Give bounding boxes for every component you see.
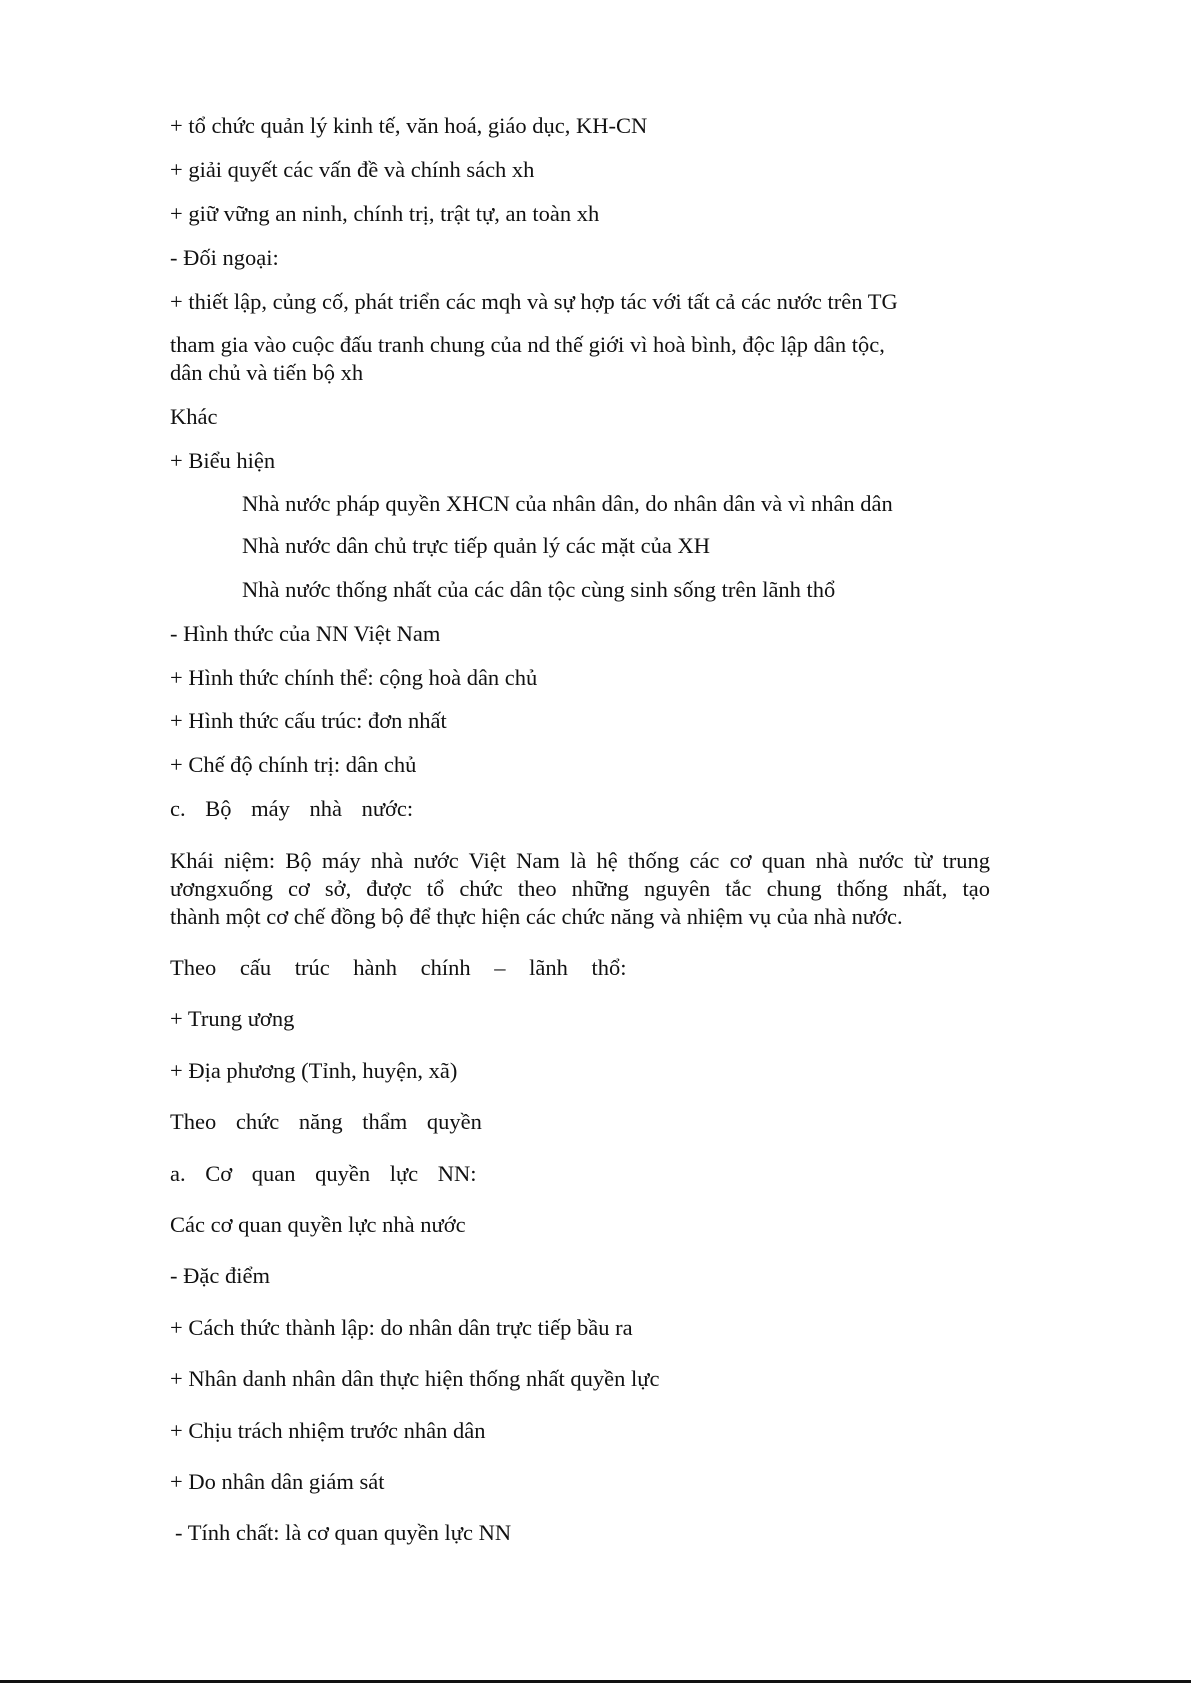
text-line: + Biểu hiện bbox=[170, 448, 276, 473]
text-line: Các cơ quan quyền lực nhà nước bbox=[170, 1212, 466, 1237]
page-bottom-rule bbox=[0, 1680, 1191, 1683]
text-line: + giữ vững an ninh, chính trị, trật tự, an toàn xh bbox=[170, 201, 600, 226]
text-line: - Tính chất: là cơ quan quyền lực NN bbox=[175, 1520, 512, 1545]
paragraph-line: Khái niệm: Bộ máy nhà nước Việt Nam là hệ thống các cơ quan nhà nước từ trung bbox=[170, 848, 990, 873]
text-line: Theo cấu trúc hành chính – lãnh thổ: bbox=[170, 955, 627, 980]
text-line: a. Cơ quan quyền lực NN: bbox=[170, 1161, 477, 1186]
paragraph-line: thành một cơ chế đồng bộ để thực hiện các chức năng và nhiệm vụ của nhà nước. bbox=[170, 904, 903, 929]
text-line: Nhà nước dân chủ trực tiếp quản lý các mặt của XH bbox=[242, 533, 710, 558]
text-line: - Hình thức của NN Việt Nam bbox=[170, 621, 441, 646]
text-line: - Đặc điểm bbox=[170, 1263, 270, 1288]
text-line: + Hình thức chính thể: cộng hoà dân chủ bbox=[170, 665, 538, 690]
paragraph-line: dân chủ và tiến bộ xh bbox=[170, 360, 364, 385]
world-struggle-paragraph bbox=[170, 331, 885, 387]
text-line: Nhà nước thống nhất của các dân tộc cùng sinh sống trên lãnh thổ bbox=[242, 577, 836, 602]
text-line: + Địa phương (Tỉnh, huyện, xã) bbox=[170, 1058, 458, 1083]
text-line: - Đối ngoại: bbox=[170, 245, 279, 270]
text-line: Nhà nước pháp quyền XHCN của nhân dân, do nhân dân và vì nhân dân bbox=[242, 491, 893, 516]
text-line: + tổ chức quản lý kinh tế, văn hoá, giáo dục, KH-CN bbox=[170, 113, 648, 138]
text-line: + Hình thức cấu trúc: đơn nhất bbox=[170, 708, 447, 733]
text-line: + Chế độ chính trị: dân chủ bbox=[170, 752, 417, 777]
text-line: + Nhân danh nhân dân thực hiện thống nhất quyền lực bbox=[170, 1366, 660, 1391]
text-line: + Trung ương bbox=[170, 1006, 295, 1031]
text-line: + thiết lập, củng cố, phát triển các mqh và sự hợp tác với tất cả các nước trên TG bbox=[170, 289, 898, 314]
section-heading: c. Bộ máy nhà nước: bbox=[170, 796, 414, 821]
text-line: + giải quyết các vấn đề và chính sách xh bbox=[170, 157, 535, 182]
concept-paragraph bbox=[170, 847, 990, 931]
text-line: + Cách thức thành lập: do nhân dân trực tiếp bầu ra bbox=[170, 1315, 633, 1340]
paragraph-line: tham gia vào cuộc đấu tranh chung của nd thế giới vì hoà bình, độc lập dân tộc, bbox=[170, 332, 885, 357]
text-line: + Do nhân dân giám sát bbox=[170, 1469, 385, 1494]
text-line: Theo chức năng thẩm quyền bbox=[170, 1109, 482, 1134]
text-line: + Chịu trách nhiệm trước nhân dân bbox=[170, 1418, 486, 1443]
text-line: Khác bbox=[170, 404, 218, 429]
paragraph-line: ươngxuống cơ sở, được tổ chức theo những nguyên tắc chung thống nhất, tạo bbox=[170, 876, 990, 901]
